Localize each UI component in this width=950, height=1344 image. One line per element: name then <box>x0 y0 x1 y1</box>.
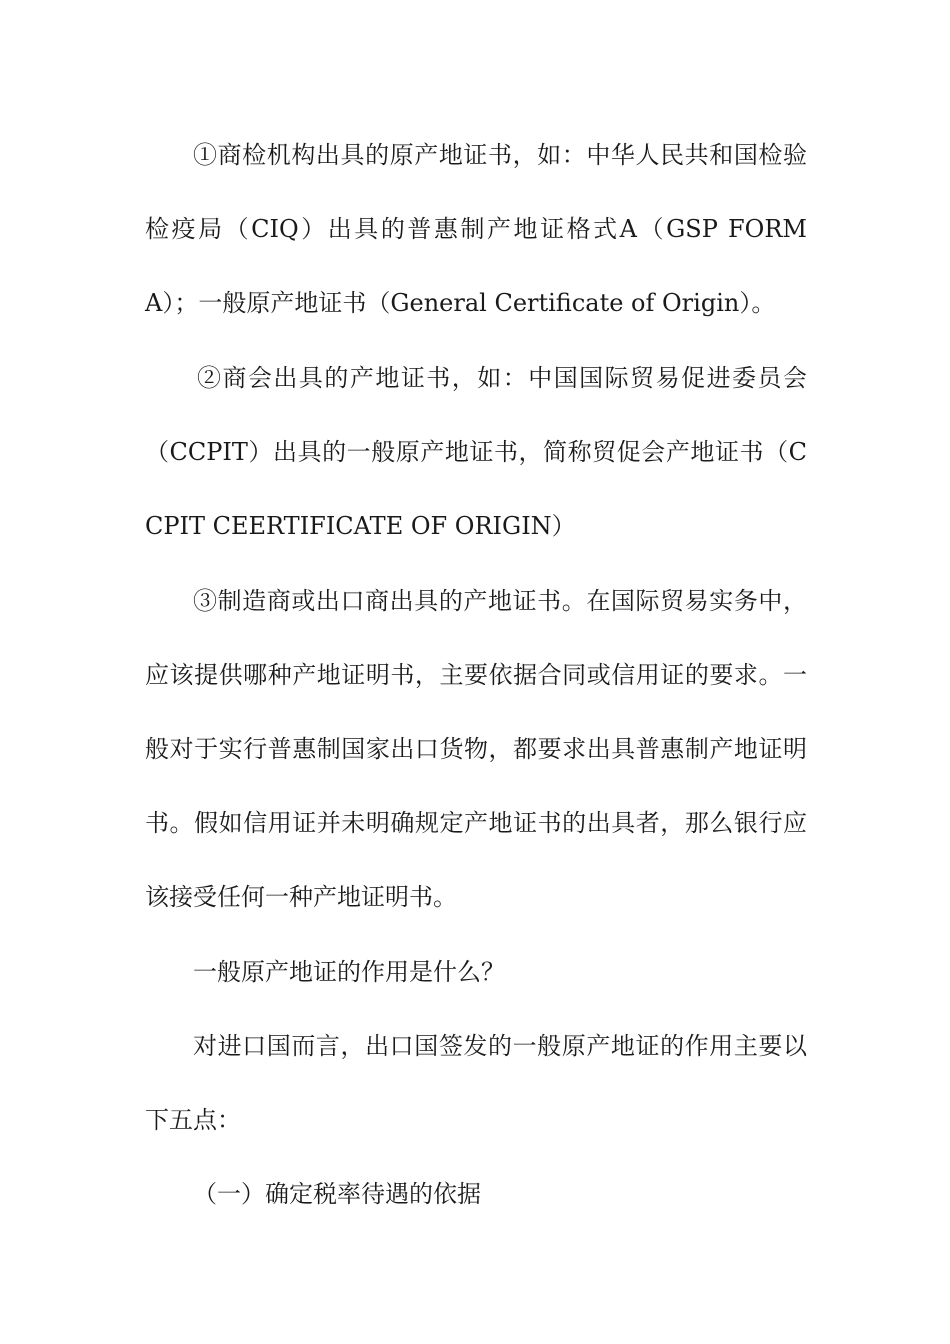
section-question-heading: 一般原产地证的作用是什么？ <box>193 958 505 986</box>
subsection-heading-tariff-basis: （一）确定税率待遇的依据 <box>193 1180 481 1208</box>
paragraph-chamber-of-commerce: ②商会出具的产地证书，如：中国国际贸易促进委员会（CCPIT）出具的一般原产地证书，简称贸促会产地证书（CCPIT CEERTIFICATE OF ORIGIN） <box>145 364 807 540</box>
paragraph-issuing-inspection-bodies: ①商检机构出具的原产地证书，如：中华人民共和国检验检疫局（CIQ）出具的普惠制产地证格式A（GSP FORM A）；一般原产地证书（General Certificate of Origin）。 <box>145 141 807 317</box>
paragraph-manufacturer-exporter: ③制造商或出口商出具的产地证书。在国际贸易实务中，应该提供哪种产地证明书，主要依据合同或信用证的要求。一般对于实行普惠制国家出口货物，都要求出具普惠制产地证明书。假如信用证并未明确规定产地证书的出具者，那么银行应该接受任何一种产地证明书。 <box>145 587 807 911</box>
paragraph-functions-intro: 对进口国而言，出口国签发的一般原产地证的作用主要以下五点： <box>145 1032 807 1134</box>
